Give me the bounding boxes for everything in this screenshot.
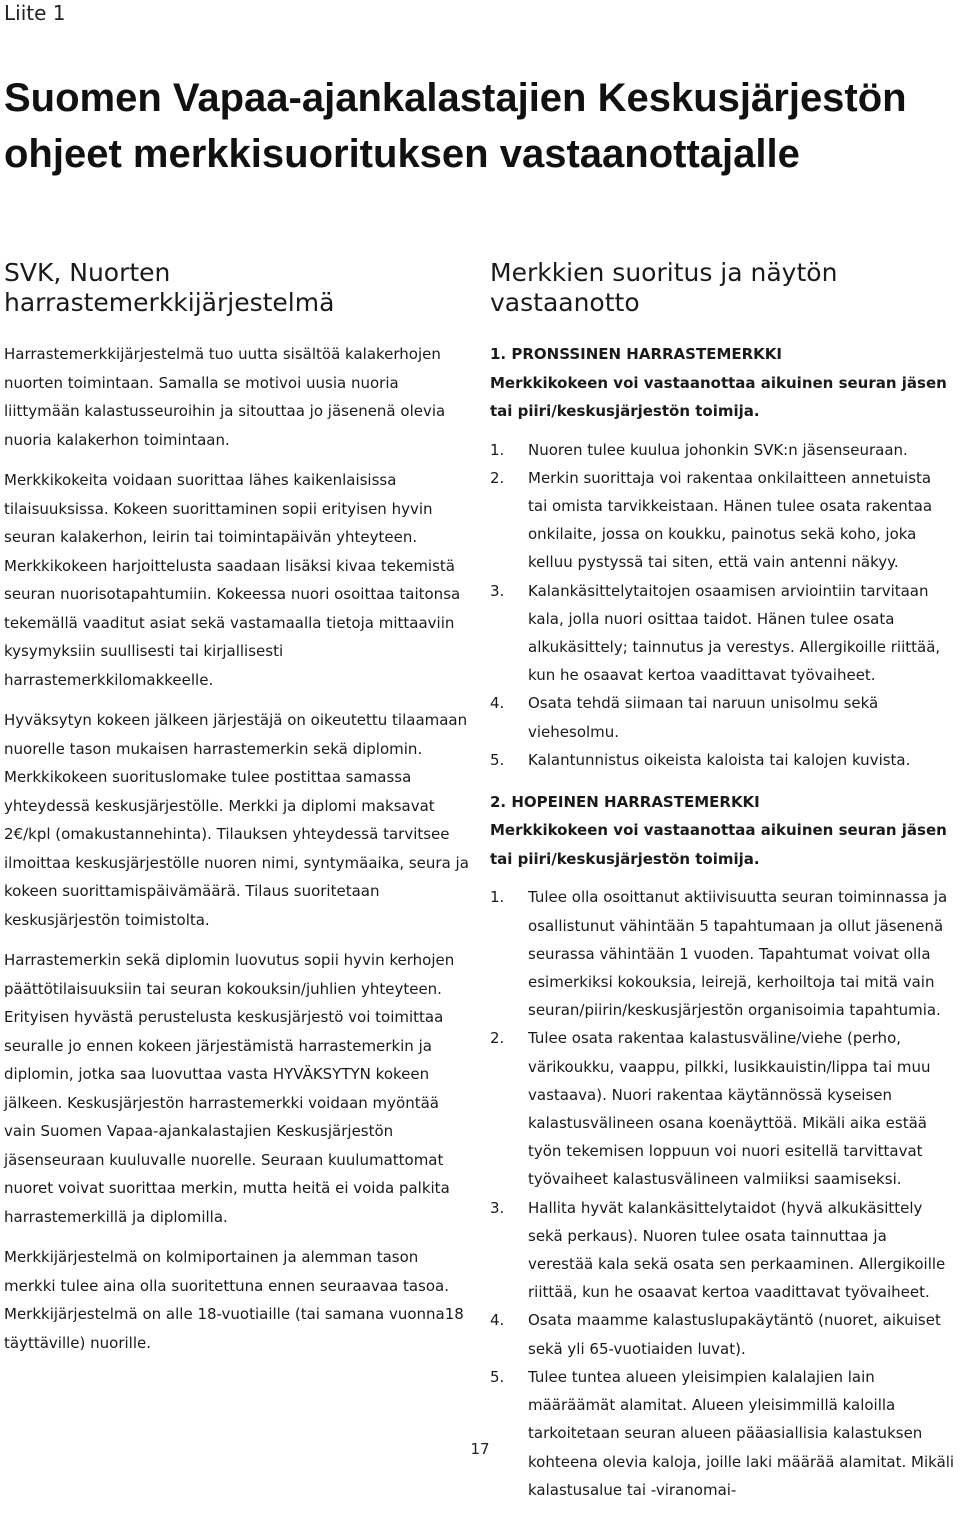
list-item bbox=[490, 883, 955, 1024]
list-number: 3. bbox=[490, 581, 505, 600]
list-text: Tulee olla osoittanut aktiivisuutta seuran toiminnassa ja osallistunut vähintään 5 tapahtumaan ja ollut jäsenenä seurassa vähintään 1 vuoden. Tapahtumat voivat olla esimerkiksi kokouksia, leirejä, kerhoiltoja tai mitä vain seuran/piirin/keskusjärjestön organisoimia tapahtumia. bbox=[528, 888, 948, 1020]
left-section-heading: SVK, Nuorten harrastemerkkijärjestelmä bbox=[4, 258, 335, 317]
paragraph: Harrastemerkin sekä diplomin luovutus sopii hyvin kerhojen päättötilaisuuksiin tai seuran kokouksin/juhlien yhteyteen. Erityisen hyvästä perustelusta keskusjärjestö voi toimittaa seuralle jo ennen kokeen järjestämistä harrastemerkin ja diplomin, jotka saa luovuttaa vasta HYVÄKSYTYN kokeen jälkeen. Keskusjärjestön harrastemerkki voidaan myöntää vain Suomen Vapaa-ajankalastajien Keskusjärjestön jäsenseuraan kuuluvalle nuorelle. Seuraan kuulumattomat nuoret voivat suorittaa merkin, mutta heitä ei voida palkita harrastemerkillä ja diplomilla. bbox=[4, 951, 455, 1226]
paragraph: Harrastemerkkijärjestelmä tuo uutta sisältöä kalakerhojen nuorten toimintaan. Samalla se motivoi uusia nuoria liittymään kalastusseuroihin ja sitouttaa jo jäsenenä olevia nuoria kalakerhon toimintaan. bbox=[4, 345, 446, 449]
list-text: Nuoren tulee kuulua johonkin SVK:n jäsenseuraan. bbox=[528, 440, 908, 459]
list-item bbox=[490, 577, 955, 690]
list-number: 2. bbox=[490, 468, 505, 487]
list-text: Tulee osata rakentaa kalastusväline/viehe (perho, värikoukku, vaappu, pilkki, lusikkauistin/lippa tai muu vastaava). Nuori rakentaa käytännössä kyseisen kalastusvälineen osana koenäyttöä. Mikäli aika estää työn tekemisen loppuun voi nuori esitellä tarvittavat työvaiheet kalastusvälineen valmiiksi saamiseksi. bbox=[528, 1029, 931, 1189]
section-title: 1. PRONSSINEN HARRASTEMERKKI bbox=[490, 345, 783, 363]
list-text: Tulee tuntea alueen yleisimpien kalalajien lain määräämät alamitat. Alueen yleisimmillä kaloilla tarkoitetaan seuran alueen pääasiallisia kalastuksen kohteena olevia kaloja, joille laki määrää alamitat. Mikäli kalastusalue tai -viranomai- bbox=[528, 1367, 955, 1499]
section-lead: Merkkikokeen voi vastaanottaa aikuinen seuran jäsen tai piiri/keskusjärjestön toimija. bbox=[490, 373, 947, 420]
list-number: 4. bbox=[490, 694, 505, 713]
page-title: Suomen Vapaa-ajankalastajien Keskusjärjestön ohjeet merkkisuorituksen vastaanottajalle bbox=[4, 76, 907, 176]
list-number: 4. bbox=[490, 1311, 505, 1330]
list-number: 1. bbox=[490, 440, 505, 459]
silver-badge-section bbox=[490, 788, 955, 1504]
list-text: Kalantunnistus oikeista kaloista tai kalojen kuvista. bbox=[528, 750, 911, 769]
list-text: Osata tehdä siimaan tai naruun unisolmu sekä viehesolmu. bbox=[528, 694, 879, 741]
paragraph: Merkkijärjestelmä on kolmiportainen ja alemman tason merkki tulee aina olla suoritettuna ennen seuraavaa tasoa. Merkkijärjestelmä on alle 18-vuotiaille (tai samana vuonna18 täyttäville) nuorille. bbox=[4, 1248, 464, 1352]
list-text: Hallita hyvät kalankäsittelytaidot (hyvä alkukäsittely sekä perkaus). Nuoren tulee osata tainnuttaa ja verestää kala sekä osata sen perkaaminen. Allergikoille riittää, kun he osaavat kertoa vaadittavat työvaiheet. bbox=[528, 1198, 946, 1302]
appendix-label: Liite 1 bbox=[4, 1, 66, 25]
list-number: 5. bbox=[490, 1367, 505, 1386]
list-item bbox=[490, 1306, 955, 1362]
list-text: Merkin suorittaja voi rakentaa onkilaitteen annetuista tai omista tarvikkeistaan. Hänen tulee osata rakentaa onkilaite, jossa on koukku, painotus sekä koho, joka kelluu pystyssä tai siten, että vain antenni näkyy. bbox=[528, 468, 933, 572]
paragraph: Hyväksytyn kokeen jälkeen järjestäjä on oikeutettu tilaamaan nuorelle tason mukaisen harrastemerkin sekä diplomin. Merkkikokeen suorituslomake tulee postittaa samassa yhteydessä keskusjärjestölle. Merkki ja diplomi maksavat 2€/kpl (omakustannehinta). Tilauksen yhteydessä tarvitsee ilmoittaa keskusjärjestölle nuoren nimi, syntymäaika, seura ja kokeen suorittamispäivämäärä. Tilaus suoritetaan keskusjärjestön toimistolta. bbox=[4, 711, 469, 929]
requirements-list bbox=[490, 883, 955, 1503]
list-item bbox=[490, 1024, 955, 1193]
list-item bbox=[490, 689, 955, 745]
list-item bbox=[490, 1194, 955, 1307]
bronze-badge-section bbox=[490, 340, 955, 774]
section-title: 2. HOPEINEN HARRASTEMERKKI bbox=[490, 792, 760, 811]
list-item bbox=[490, 436, 955, 464]
requirements-list bbox=[490, 436, 955, 774]
list-item bbox=[490, 746, 955, 774]
list-number: 5. bbox=[490, 750, 505, 769]
paragraph: Merkkikokeita voidaan suorittaa lähes kaikenlaisissa tilaisuuksissa. Kokeen suorittaminen sopii erityisen hyvin seuran kalakerhon, leirin tai toimintapäivän yhteyteen. Merkkikokeen harjoittelusta saadaan lisäksi kivaa tekemistä seuran nuorisotapahtumiin. Kokeessa nuori osoittaa taitonsa tekemällä vaaditut asiat sekä vastamaalla tietoja mittaaviin kysymyksiin suullisesti tai kirjallisesti harrastemerkkilomakkeelle. bbox=[4, 471, 461, 689]
right-column bbox=[490, 258, 955, 1518]
section-lead: Merkkikokeen voi vastaanottaa aikuinen seuran jäsen tai piiri/keskusjärjestön toimija. bbox=[490, 821, 947, 868]
right-section-heading: Merkkien suoritus ja näytön vastaanotto bbox=[490, 258, 838, 317]
list-text: Kalankäsittelytaitojen osaamisen arviointiin tarvitaan kala, jolla nuori osittaa taidot. Hänen tulee osata alkukäsittely; tainnutus ja verestys. Allergikoille riittää, kun he osaavat kertoa vaadittavat työvaiheet. bbox=[528, 581, 941, 685]
list-number: 2. bbox=[490, 1029, 505, 1048]
list-number: 3. bbox=[490, 1198, 505, 1217]
page-number: 17 bbox=[470, 1440, 490, 1458]
list-item bbox=[490, 464, 955, 577]
list-number: 1. bbox=[490, 888, 505, 907]
list-text: Osata maamme kalastuslupakäytäntö (nuoret, aikuiset sekä yli 65-vuotiaiden luvat). bbox=[528, 1311, 941, 1358]
left-column bbox=[4, 258, 474, 1369]
list-item bbox=[490, 1363, 955, 1504]
